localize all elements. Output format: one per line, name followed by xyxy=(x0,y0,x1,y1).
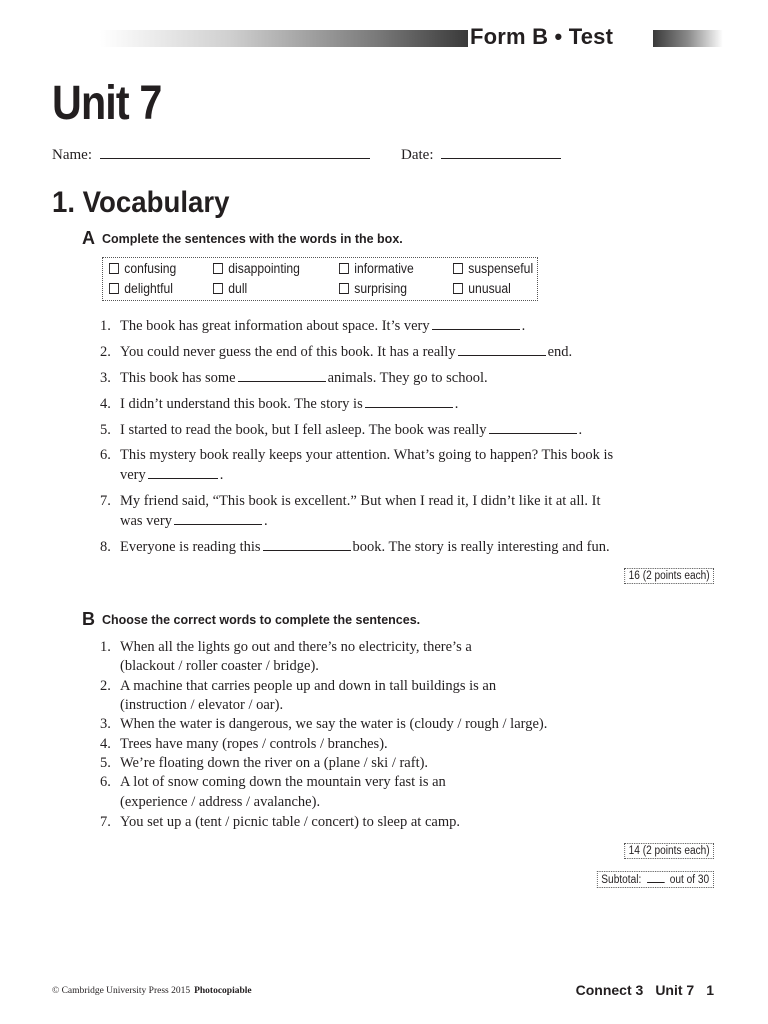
date-label: Date: xyxy=(401,147,434,163)
date-field[interactable] xyxy=(401,146,561,164)
answer-blank[interactable] xyxy=(489,420,577,434)
answer-blank[interactable] xyxy=(365,394,453,408)
part-a-instruction: Complete the sentences with the words in the box. xyxy=(102,232,403,246)
checkbox-icon[interactable] xyxy=(109,263,119,274)
question-b-2: 2. A machine that carries people up and down in tall buildings is an xyxy=(100,678,497,694)
footer-book: Connect 3 xyxy=(575,982,644,998)
checkbox-icon[interactable] xyxy=(213,283,223,294)
footer-page-number: 1 xyxy=(706,982,714,998)
answer-blank[interactable] xyxy=(432,316,520,330)
part-a-letter: A xyxy=(82,228,95,248)
question-a-3: 3. This book has some animals. They go to school. xyxy=(100,370,488,386)
checkbox-icon[interactable] xyxy=(339,263,349,274)
date-blank[interactable] xyxy=(441,146,561,159)
unit-title: Unit 7 xyxy=(52,77,162,130)
checkbox-icon[interactable] xyxy=(453,263,463,274)
score-box-a: 16 (2 points each) xyxy=(624,568,714,584)
name-label: Name: xyxy=(52,147,92,163)
question-a-5: 5. I started to read the book, but I fell asleep. The book was really . xyxy=(100,422,583,438)
word-item: informative xyxy=(339,261,414,276)
question-a-4: 4. I didn’t understand this book. The story is . xyxy=(100,396,459,412)
footer-unit: Unit 7 xyxy=(655,982,695,998)
part-b-letter: B xyxy=(82,609,95,629)
question-b-3: 3. When the water is dangerous, we say the water is (cloudy / rough / large). xyxy=(100,716,548,732)
answer-blank[interactable] xyxy=(263,537,351,551)
score-box-b: 14 (2 points each) xyxy=(624,843,714,859)
question-a-7-cont: was very . xyxy=(120,513,268,529)
question-b-5: 5. We’re floating down the river on a (plane / ski / raft). xyxy=(100,755,429,771)
word-item: disappointing xyxy=(213,261,300,276)
header-gradient-right xyxy=(653,30,723,47)
question-a-2: 2. You could never guess the end of this book. It has a really end. xyxy=(100,344,573,360)
subtotal-label: Subtotal: xyxy=(601,874,642,886)
checkbox-icon[interactable] xyxy=(453,283,463,294)
name-field[interactable] xyxy=(52,146,370,164)
question-b-1: 1. When all the lights go out and there’s no electricity, there’s a xyxy=(100,639,472,655)
answer-blank[interactable] xyxy=(148,465,218,479)
question-b-6: 6. A lot of snow coming down the mountain very fast is an xyxy=(100,774,446,790)
checkbox-icon[interactable] xyxy=(109,283,119,294)
photocopiable-label: Photocopiable xyxy=(194,986,252,996)
question-b-4: 4. Trees have many (ropes / controls / branches). xyxy=(100,736,388,752)
word-box xyxy=(102,257,538,301)
question-a-6: 6. This mystery book really keeps your attention. What’s going to happen? This book is xyxy=(100,447,614,463)
question-b-6-cont: (experience / address / avalanche). xyxy=(120,794,321,810)
word-item: suspenseful xyxy=(453,261,533,276)
answer-blank[interactable] xyxy=(174,511,262,525)
word-item: unusual xyxy=(453,281,511,296)
word-item: surprising xyxy=(339,281,407,296)
subtotal-box xyxy=(597,871,714,888)
word-item: confusing xyxy=(109,261,176,276)
subtotal-blank[interactable] xyxy=(647,873,665,883)
question-a-1: 1. The book has great information about space. It’s very . xyxy=(100,318,526,334)
question-b-1-cont: (blackout / roller coaster / bridge). xyxy=(120,658,319,674)
form-title: Form B • Test xyxy=(470,24,614,49)
question-b-2-cont: (instruction / elevator / oar). xyxy=(120,697,284,713)
question-a-6-cont: very . xyxy=(120,467,224,483)
question-b-7: 7. You set up a (tent / picnic table / concert) to sleep at camp. xyxy=(100,814,460,830)
question-a-8: 8. Everyone is reading this book. The story is really interesting and fun. xyxy=(100,539,610,555)
subtotal-suffix: out of 30 xyxy=(670,874,710,886)
part-b-instruction: Choose the correct words to complete the sentences. xyxy=(102,613,421,627)
checkbox-icon[interactable] xyxy=(339,283,349,294)
answer-blank[interactable] xyxy=(458,342,546,356)
header-gradient-left xyxy=(100,30,468,47)
word-item: dull xyxy=(213,281,247,296)
word-item: delightful xyxy=(109,281,173,296)
checkbox-icon[interactable] xyxy=(213,263,223,274)
section-title: 1. Vocabulary xyxy=(52,186,230,219)
answer-blank[interactable] xyxy=(238,368,326,382)
footer-page-info xyxy=(576,982,714,998)
name-blank[interactable] xyxy=(100,146,370,159)
question-a-7: 7. My friend said, “This book is excellent.” But when I read it, I didn’t like it at all. It xyxy=(100,493,601,509)
footer-copyright: © Cambridge University Press 2015 Photocopiable xyxy=(52,986,252,996)
